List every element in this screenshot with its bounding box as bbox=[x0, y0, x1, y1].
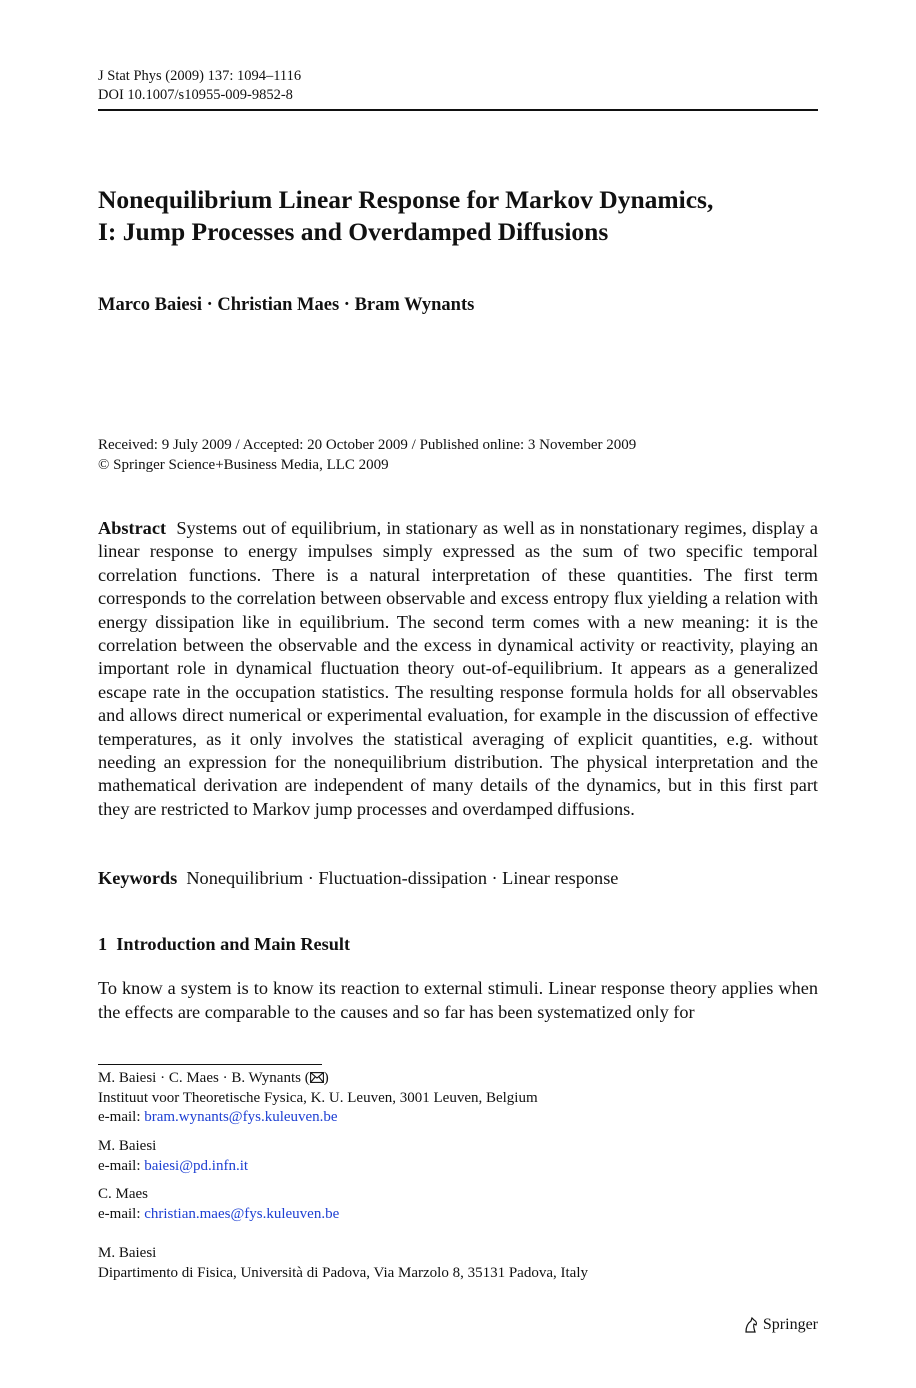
keywords bbox=[98, 867, 618, 890]
footnote-name: C. Maes bbox=[98, 1186, 148, 1202]
email-link-maes[interactable]: christian.maes@fys.kuleuven.be bbox=[144, 1205, 340, 1222]
publication-dates bbox=[98, 435, 636, 475]
publisher-footer bbox=[743, 1316, 818, 1334]
email-line bbox=[98, 1157, 818, 1177]
email-link-baiesi[interactable]: baiesi@pd.infn.it bbox=[144, 1157, 249, 1174]
received-line: Received: 9 July 2009 / Accepted: 20 October 2009 / Published online: 3 November 2009 bbox=[98, 437, 637, 453]
footnote-affiliation-4 bbox=[98, 1244, 818, 1283]
section-text: To know a system is to know its reaction to external stimuli. Linear response theory applies when the effects are comparable to the causes and so far has been systematized only for bbox=[98, 978, 818, 1022]
copyright-line: © Springer Science+Business Media, LLC 2009 bbox=[98, 457, 389, 473]
footnote-close-paren: ) bbox=[323, 1070, 329, 1086]
email-prefix: e-mail: bbox=[98, 1205, 145, 1222]
footnote-rule bbox=[98, 1064, 322, 1065]
email-line bbox=[98, 1205, 818, 1225]
email-line bbox=[98, 1108, 818, 1128]
abstract-label: Abstract bbox=[98, 518, 167, 538]
footnote-affiliation-2 bbox=[98, 1137, 818, 1176]
title-line-1: Nonequilibrium Linear Response for Markov Dynamics, bbox=[98, 185, 714, 214]
keywords-text: Nonequilibrium · Fluctuation-dissipation · Linear response bbox=[186, 868, 619, 888]
envelope-icon bbox=[310, 1072, 324, 1083]
abstract bbox=[98, 517, 818, 821]
footnote-affiliation-1 bbox=[98, 1069, 818, 1128]
springer-horse-icon bbox=[743, 1316, 759, 1334]
title-line-2: I: Jump Processes and Overdamped Diffusions bbox=[98, 217, 609, 246]
email-prefix: e-mail: bbox=[98, 1109, 145, 1125]
header-rule bbox=[98, 109, 818, 111]
keywords-label: Keywords bbox=[98, 868, 178, 888]
footnote-names: M. Baiesi · C. Maes · B. Wynants ( bbox=[98, 1070, 310, 1086]
email-prefix: e-mail: bbox=[98, 1157, 145, 1174]
abstract-text: Systems out of equilibrium, in stationary as well as in nonstationary regimes, display a linear response to energy impulses simply expressed as the sum of two specific temporal correlation functions. There is a natural interpretation of these quantities. The first term corresponds to the correlation between observable and excess entropy flux yielding a relation with energy dissipation like in equilibrium. The second term comes with a new meaning: it is the correlation between the observable and the excess in dynamical activity or reactivity, playing an important role in dynamical fluctuation theory out-of-equilibrium. It appears as a generalized escape rate in the occupation statistics. The resulting response formula holds for all observables and allows direct numerical or experimental evaluation, for example in the discussion of effective temperatures, as it only involves the statistical averaging of explicit quantities, e.g. without needing an expression for the nonequilibrium distribution. The physical interpretation and the mathematical derivation are independent of many details of the dynamics, but in this first part they are restricted to Markov jump processes and overdamped diffusions. bbox=[98, 518, 818, 819]
doi: DOI 10.1007/s10955-009-9852-8 bbox=[98, 87, 293, 103]
section-heading: 1 Introduction and Main Result bbox=[98, 934, 351, 954]
author-list: Marco Baiesi · Christian Maes · Bram Wynants bbox=[98, 295, 475, 315]
journal-header bbox=[98, 67, 301, 105]
affiliation-padova: Dipartimento di Fisica, Università di Padova, Via Marzolo 8, 35131 Padova, Italy bbox=[98, 1264, 588, 1281]
footnote-affiliation-3 bbox=[98, 1185, 818, 1224]
footnote-name: M. Baiesi bbox=[98, 1138, 157, 1154]
footnote-authors bbox=[98, 1069, 818, 1089]
email-link-wynants[interactable]: bram.wynants@fys.kuleuven.be bbox=[144, 1109, 338, 1125]
publisher-name: Springer bbox=[762, 1316, 818, 1333]
footnote-name: M. Baiesi bbox=[98, 1245, 157, 1261]
journal-citation: J Stat Phys (2009) 137: 1094–1116 bbox=[98, 68, 302, 84]
affiliation-leuven: Instituut voor Theoretische Fysica, K. U. Leuven, 3001 Leuven, Belgium bbox=[98, 1089, 538, 1106]
paper-title bbox=[98, 184, 818, 248]
